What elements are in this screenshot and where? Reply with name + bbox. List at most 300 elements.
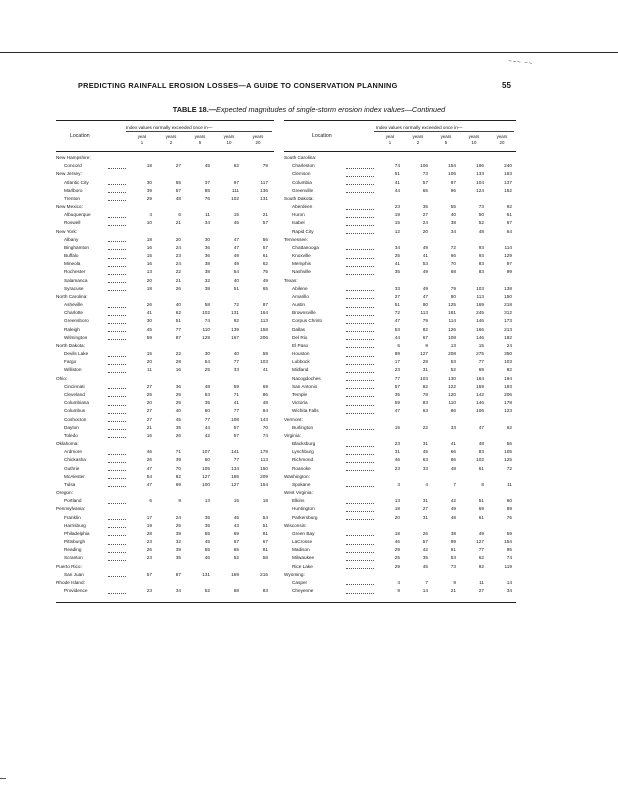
dot-leader <box>108 168 126 169</box>
table-row <box>56 514 274 522</box>
dot-leader <box>346 364 374 365</box>
value-cell: 46 <box>394 539 400 545</box>
value-cell: 39 <box>146 187 152 193</box>
value-cell: 68 <box>233 588 239 594</box>
value-cell: 194 <box>504 375 512 381</box>
value-cell: 23 <box>394 465 400 471</box>
value-cell: 57 <box>422 179 428 185</box>
table-row <box>284 293 516 301</box>
value-cell: 154 <box>448 163 456 169</box>
value-cell: 15 <box>478 342 484 348</box>
value-cell: 38 <box>204 261 210 267</box>
table-row <box>284 170 516 178</box>
location-name: Memphis <box>292 261 312 267</box>
value-cell: 57 <box>233 424 239 430</box>
value-cell: 72 <box>394 310 400 316</box>
value-cell: 36 <box>175 383 181 389</box>
location-name: Chattanooga <box>292 244 319 250</box>
value-cell: 35 <box>422 204 428 210</box>
value-cell: 31 <box>422 498 428 504</box>
value-cell: 47 <box>146 481 152 487</box>
table-row <box>56 465 274 473</box>
value-cell: 69 <box>478 367 484 373</box>
value-cell: 71 <box>233 391 239 397</box>
table-body-right <box>284 152 516 595</box>
table-label: TABLE 18.— <box>172 105 217 114</box>
dot-leader <box>346 544 374 545</box>
value-cell: 27 <box>175 163 181 169</box>
value-cell: 178 <box>504 400 512 406</box>
location-name: Cleveland <box>64 391 85 397</box>
value-cell: 20 <box>422 228 428 234</box>
value-cell: 86 <box>262 391 268 397</box>
value-cell: 54 <box>146 473 152 479</box>
table-row <box>56 268 274 276</box>
table-row <box>56 301 274 309</box>
value-cell: 20 <box>146 359 152 365</box>
value-cell: 57 <box>233 432 239 438</box>
value-cell: 55 <box>450 204 456 210</box>
value-cell: 25 <box>146 391 152 397</box>
table-row <box>284 252 516 260</box>
dot-leader <box>108 576 126 577</box>
value-cell: 24 <box>422 220 428 226</box>
value-cell: 89 <box>394 351 400 357</box>
column-header-2: years 2 <box>165 134 177 145</box>
dot-leader <box>108 527 126 528</box>
dot-leader <box>346 413 374 414</box>
table-row <box>56 179 274 187</box>
value-cell: 127 <box>202 473 210 479</box>
value-cell: 49 <box>422 285 428 291</box>
location-name: Ardmore <box>64 449 82 455</box>
value-cell: 86 <box>450 408 456 414</box>
value-cell: 87 <box>450 179 456 185</box>
value-cell: 27 <box>394 293 400 299</box>
value-cell: 103 <box>476 285 484 291</box>
value-cell: 60 <box>506 498 512 504</box>
value-cell: 57 <box>394 383 400 389</box>
location-name: Marlboro <box>64 187 83 193</box>
table-row <box>284 358 516 366</box>
state-name: New Mexico: <box>56 204 83 210</box>
value-cell: 166 <box>476 326 484 332</box>
value-cell: 196 <box>476 163 484 169</box>
value-cell: 216 <box>260 571 268 577</box>
value-cell: 62 <box>478 555 484 561</box>
value-cell: 23 <box>394 367 400 373</box>
value-cell: 108 <box>231 416 239 422</box>
value-cell: 40 <box>175 408 181 414</box>
column-header-20: years 20 <box>496 134 508 145</box>
table-row <box>284 448 516 456</box>
table-row <box>284 350 516 358</box>
value-cell: 61 <box>478 465 484 471</box>
state-heading-row <box>56 170 274 178</box>
value-cell: 105 <box>504 449 512 455</box>
dot-leader <box>108 331 126 332</box>
table-row <box>284 375 516 383</box>
value-cell: 30 <box>204 351 210 357</box>
value-cell: 111 <box>231 187 239 193</box>
value-cell: 312 <box>504 310 512 316</box>
dot-leader <box>108 274 126 275</box>
value-cell: 127 <box>476 539 484 545</box>
location-name: Wichita Falls <box>292 408 319 414</box>
value-cell: 87 <box>175 334 181 340</box>
value-cell: 120 <box>448 391 456 397</box>
value-cell: 16 <box>175 367 181 373</box>
value-cell: 82 <box>422 326 428 332</box>
location-name: Salamanca <box>64 277 88 283</box>
state-name: Tennessee: <box>284 236 308 242</box>
value-cell: 74 <box>394 163 400 169</box>
value-cell: 54 <box>233 269 239 275</box>
value-cell: 76 <box>506 514 512 520</box>
value-cell: 59 <box>394 400 400 406</box>
value-cell: 124 <box>476 187 484 193</box>
value-cell: 30 <box>204 236 210 242</box>
value-cell: 167 <box>231 334 239 340</box>
value-cell: 110 <box>448 400 456 406</box>
value-cell: 106 <box>476 408 484 414</box>
value-cell: 30 <box>146 179 152 185</box>
value-cell: 49 <box>262 277 268 283</box>
value-cell: 14 <box>506 579 512 585</box>
value-cell: 51 <box>394 171 400 177</box>
value-cell: 123 <box>504 408 512 414</box>
location-name: Blacksburg <box>292 441 316 447</box>
value-cell: 143 <box>260 416 268 422</box>
value-cell: 7 <box>453 481 456 487</box>
location-name: Franklin <box>64 514 81 520</box>
dot-leader <box>346 388 374 389</box>
table-row <box>284 456 516 464</box>
value-cell: 58 <box>262 555 268 561</box>
state-name: Virginia: <box>284 432 301 438</box>
state-heading-row <box>56 293 274 301</box>
value-cell: 26 <box>146 547 152 553</box>
table-row <box>284 219 516 227</box>
dot-leader <box>346 298 374 299</box>
value-cell: 81 <box>262 547 268 553</box>
dot-leader <box>346 168 374 169</box>
value-cell: 129 <box>504 253 512 259</box>
value-cell: 47 <box>233 236 239 242</box>
value-cell: 4 <box>425 481 428 487</box>
value-cell: 18 <box>146 163 152 169</box>
table-row <box>284 383 516 391</box>
table-row <box>56 162 274 170</box>
value-cell: 102 <box>202 310 210 316</box>
table-row <box>284 530 516 538</box>
value-cell: 102 <box>476 457 484 463</box>
location-name: Aberdeen <box>292 204 313 210</box>
value-cell: 103 <box>504 359 512 365</box>
state-name: Ohio: <box>56 375 68 381</box>
dot-leader <box>108 486 126 487</box>
value-cell: 4 <box>397 579 400 585</box>
state-heading-row <box>56 203 274 211</box>
table-row <box>284 554 516 562</box>
value-cell: 9 <box>425 342 428 348</box>
location-name: Mineola <box>64 261 81 267</box>
table-row <box>56 334 274 342</box>
dot-leader <box>346 266 374 267</box>
table-row <box>284 179 516 187</box>
value-cell: 77 <box>478 547 484 553</box>
value-cell: 27 <box>146 408 152 414</box>
value-cell: 79 <box>262 163 268 169</box>
state-name: Oregon: <box>56 490 73 496</box>
value-cell: 45 <box>204 163 210 169</box>
value-cell: 45 <box>204 539 210 545</box>
value-cell: 44 <box>204 424 210 430</box>
value-cell: 53 <box>422 261 428 267</box>
dot-leader <box>346 519 374 520</box>
value-cell: 59 <box>262 351 268 357</box>
value-cell: 218 <box>504 302 512 308</box>
value-cell: 18 <box>146 236 152 242</box>
location-name: Huntington <box>292 506 315 512</box>
table-row <box>284 587 516 595</box>
value-cell: 72 <box>233 302 239 308</box>
value-cell: 164 <box>476 375 484 381</box>
location-name: Victoria <box>292 400 308 406</box>
value-cell: 35 <box>204 400 210 406</box>
value-cell: 70 <box>262 424 268 430</box>
table-row <box>56 399 274 407</box>
value-cell: 21 <box>450 588 456 594</box>
value-cell: 80 <box>422 302 428 308</box>
value-cell: 173 <box>504 318 512 324</box>
value-cell: 15 <box>233 212 239 218</box>
state-name: Rhode Island: <box>56 579 85 585</box>
state-heading-row <box>56 375 274 383</box>
value-cell: 36 <box>204 253 210 259</box>
group-header: Index values normally exceeded once in— <box>376 125 463 130</box>
value-cell: 62 <box>506 424 512 430</box>
value-cell: 182 <box>504 334 512 340</box>
table-header-left <box>56 120 274 152</box>
value-cell: 62 <box>262 261 268 267</box>
value-cell: 59 <box>233 383 239 389</box>
value-cell: 39 <box>175 530 181 536</box>
value-cell: 28 <box>175 359 181 365</box>
dot-leader <box>346 307 374 308</box>
state-name: Oklahoma: <box>56 441 79 447</box>
value-cell: 6 <box>178 212 181 218</box>
location-name: Roanoke <box>292 465 311 471</box>
value-cell: 73 <box>422 171 428 177</box>
value-cell: 31 <box>422 367 428 373</box>
value-cell: 72 <box>506 465 512 471</box>
dot-leader <box>108 560 126 561</box>
location-name: Trenton <box>64 195 80 201</box>
value-cell: 63 <box>422 408 428 414</box>
value-cell: 25 <box>204 367 210 373</box>
value-cell: 57 <box>422 539 428 545</box>
state-heading-row <box>56 579 274 587</box>
table-row <box>56 252 274 260</box>
location-name: Concord <box>64 163 82 169</box>
location-header: Location <box>312 133 332 139</box>
column-header-5: years 5 <box>194 134 206 145</box>
location-name: Buffalo <box>64 253 79 259</box>
dot-leader <box>346 372 374 373</box>
dot-leader <box>346 356 374 357</box>
column-header-20: years 20 <box>252 134 264 145</box>
value-cell: 15 <box>394 220 400 226</box>
value-cell: 51 <box>262 522 268 528</box>
value-cell: 51 <box>478 498 484 504</box>
value-cell: 22 <box>175 351 181 357</box>
dot-leader <box>108 552 126 553</box>
dot-leader <box>108 282 126 283</box>
state-heading-row <box>56 563 274 571</box>
table-row <box>284 497 516 505</box>
value-cell: 47 <box>478 424 484 430</box>
group-header: Index values normally exceeded once in— <box>126 125 213 130</box>
value-cell: 21 <box>262 212 268 218</box>
dot-leader <box>346 593 374 594</box>
state-name: Texas: <box>284 277 298 283</box>
dot-leader <box>346 290 374 291</box>
value-cell: 18 <box>394 530 400 536</box>
value-cell: 57 <box>233 539 239 545</box>
value-cell: 77 <box>478 359 484 365</box>
value-cell: 49 <box>233 261 239 267</box>
value-cell: 20 <box>394 514 400 520</box>
value-cell: 44 <box>394 334 400 340</box>
location-name: Lubbock <box>292 359 310 365</box>
value-cell: 34 <box>204 220 210 226</box>
value-cell: 83 <box>478 261 484 267</box>
state-heading-row <box>56 505 274 513</box>
value-cell: 34 <box>506 588 512 594</box>
table-row <box>56 219 274 227</box>
table-row <box>56 187 274 195</box>
location-name: Isabel <box>292 220 305 226</box>
dot-leader <box>346 217 374 218</box>
value-cell: 108 <box>448 334 456 340</box>
state-heading-row <box>284 473 516 481</box>
table-row <box>56 195 274 203</box>
value-cell: 14 <box>422 588 428 594</box>
state-name: Vermont: <box>284 416 303 422</box>
value-cell: 181 <box>448 310 456 316</box>
value-cell: 72 <box>450 244 456 250</box>
dot-leader <box>346 486 374 487</box>
table-row <box>56 424 274 432</box>
state-heading-row <box>284 522 516 530</box>
location-name: Syracuse <box>64 285 84 291</box>
value-cell: 125 <box>448 302 456 308</box>
value-cell: 117 <box>260 179 268 185</box>
value-cell: 18 <box>146 285 152 291</box>
value-cell: 16 <box>146 432 152 438</box>
table-row <box>56 309 274 317</box>
value-cell: 26 <box>146 457 152 463</box>
value-cell: 74 <box>506 555 512 561</box>
margin-mark <box>0 778 6 779</box>
location-name: Harrisburg <box>64 522 86 528</box>
location-name: Nacogdoches <box>292 375 321 381</box>
location-name: Dayton <box>64 424 79 430</box>
value-cell: 33 <box>394 285 400 291</box>
value-cell: 55 <box>204 547 210 553</box>
value-cell: 146 <box>476 318 484 324</box>
dot-leader <box>108 184 126 185</box>
value-cell: 52 <box>204 588 210 594</box>
dot-leader <box>108 290 126 291</box>
value-cell: 57 <box>146 571 152 577</box>
value-cell: 15 <box>394 424 400 430</box>
value-cell: 106 <box>420 163 428 169</box>
value-cell: 48 <box>478 441 484 447</box>
value-cell: 97 <box>233 179 239 185</box>
value-cell: 42 <box>422 547 428 553</box>
table-caption: Expected magnitudes of single-storm erosion index values—Continued <box>216 105 446 114</box>
table-row <box>284 546 516 554</box>
value-cell: 29 <box>146 195 152 201</box>
value-cell: 113 <box>260 457 268 463</box>
value-cell: 83 <box>478 449 484 455</box>
value-cell: 77 <box>233 359 239 365</box>
table-row <box>56 571 274 579</box>
value-cell: 15 <box>233 498 239 504</box>
value-cell: 9 <box>397 588 400 594</box>
value-cell: 105 <box>202 465 210 471</box>
table-row <box>56 366 274 374</box>
dot-leader <box>346 315 374 316</box>
table-row <box>284 244 516 252</box>
value-cell: 75 <box>262 269 268 275</box>
value-cell: 107 <box>202 449 210 455</box>
value-cell: 47 <box>394 408 400 414</box>
dot-leader <box>346 560 374 561</box>
table-row <box>56 530 274 538</box>
location-name: Rapid City <box>292 228 314 234</box>
table-row <box>56 473 274 481</box>
table-right-half <box>284 120 516 595</box>
value-cell: 103 <box>260 359 268 365</box>
state-name: West Virginia: <box>284 490 313 496</box>
table-row <box>284 505 516 513</box>
margin-scribble: ~~~ ~~ <box>507 58 534 68</box>
location-name: Pittsburgh <box>64 539 86 545</box>
value-cell: 61 <box>450 547 456 553</box>
dot-leader <box>346 347 374 348</box>
value-cell: 25 <box>175 522 181 528</box>
table-row <box>284 326 516 334</box>
value-cell: 11 <box>479 579 484 585</box>
value-cell: 80 <box>450 293 456 299</box>
value-cell: 27 <box>478 588 484 594</box>
table-row <box>56 317 274 325</box>
value-cell: 154 <box>504 539 512 545</box>
location-name: Huron <box>292 212 305 218</box>
value-cell: 126 <box>448 326 456 332</box>
value-cell: 45 <box>233 220 239 226</box>
value-cell: 43 <box>233 522 239 528</box>
value-cell: 23 <box>394 204 400 210</box>
dot-leader <box>108 405 126 406</box>
value-cell: 22 <box>422 424 428 430</box>
value-cell: 94 <box>262 408 268 414</box>
dot-leader <box>346 331 374 332</box>
location-name: Cheyenne <box>292 588 314 594</box>
